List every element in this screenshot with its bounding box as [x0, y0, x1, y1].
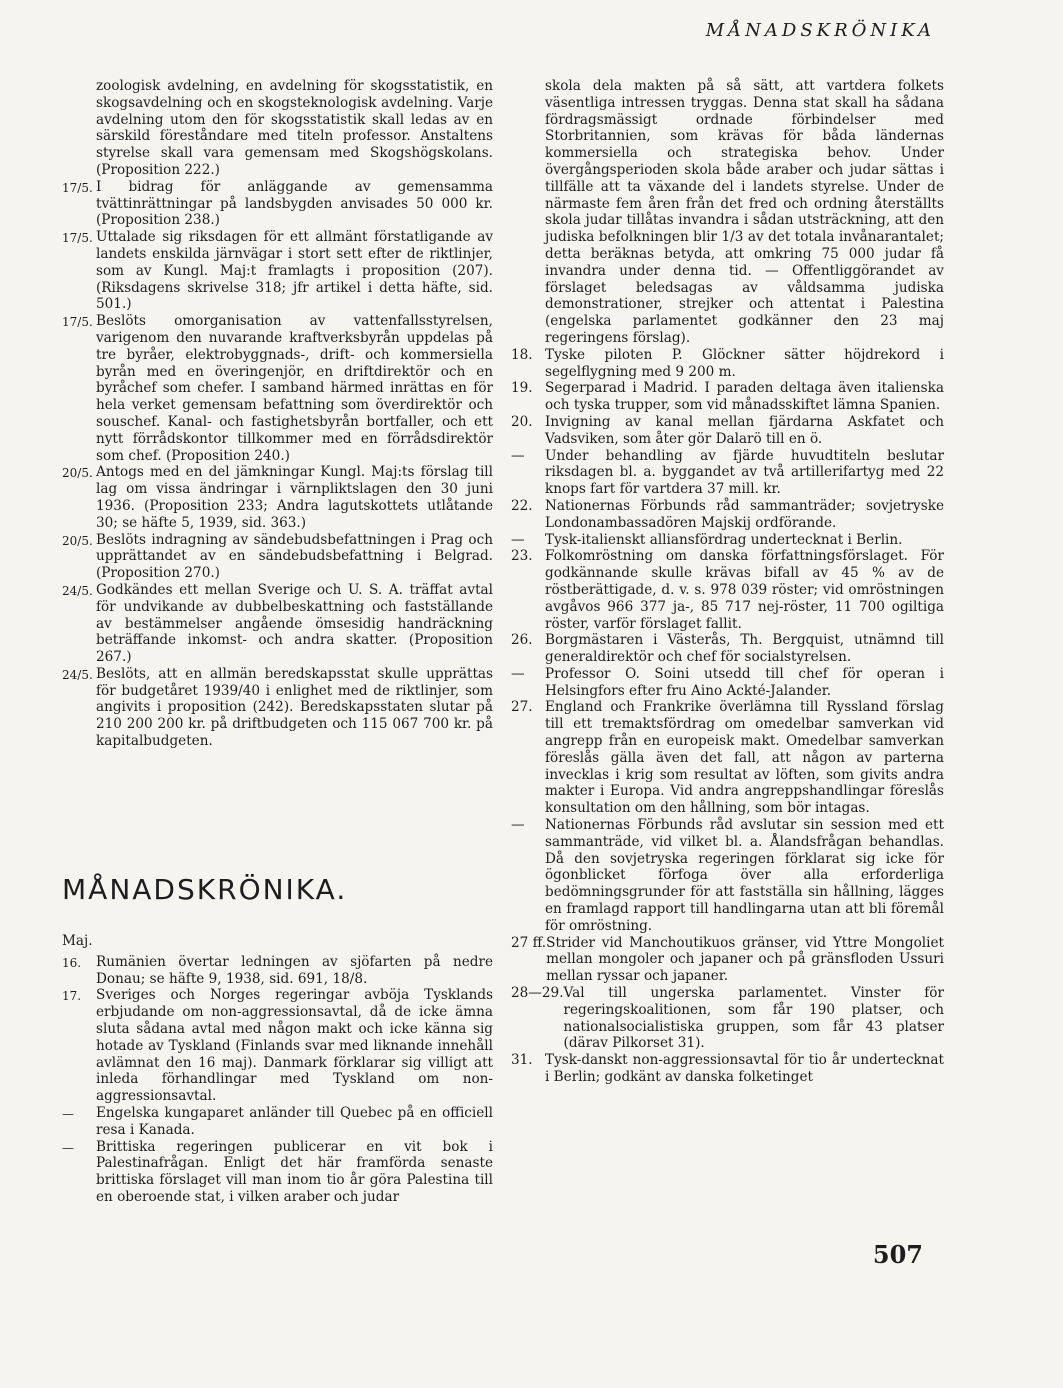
- entry-text: England och Frankrike överlämna till Ryssland förslag till ett tremaktsfördrag om omedelbar samverkan vid angrepp från en europeisk makt. Omedelbar samverkan föreslås gälla även det fall, att någon av parterna invecklas i krig som resultat av löften, som givits andra makter i Europa. Vid andra angreppshandlingar föreslås konsultation om den hållning, som bör intagas.: [545, 699, 944, 817]
- entry-date: 16.: [62, 955, 82, 970]
- chronicle-entry: [511, 347, 944, 381]
- entry-text: Folkomröstning om danska författningsförslaget. För godkännande skulle krävas bifall av 45 % av de röstberättigade, d. v. s. 978 039 röster; vid omröstningen avgåvos 966 377 ja-, 85 717 nej-röster, 11 700 ogiltiga röster, varför förslaget fallit.: [545, 548, 944, 632]
- chronicle-entry: [62, 313, 493, 464]
- right-lead-paragraph: skola dela makten på så sätt, att vartdera folkets väsentliga intressen tryggas. Denna stat skall ha sådana fördragsmässigt ordnade förbindelser med Storbritannien, som krävas för båda ländernas kommersiella och strategiska behov. Under övergångsperioden skola både araber och judar sättas i tillfälle att ta växande del i landets styrelse. Under de närmaste fem åren från det fred och ordning återställts skola judar tillåtas invandra i sådan utsträckning, att den judiska befolkningen blir 1/3 av det totala invånarantalet; detta beräknas betyda, att omkring 75 000 judar få invandra under denna tid. — Offentliggörandet av förslaget beledsagas av våldsamma judiska demonstrationer, strejker och attentat i Palestina (engelska parlamentet godkänner den 23 maj regeringens förslag).: [545, 78, 944, 346]
- entry-text: Rumänien övertar ledningen av sjöfarten på nedre Donau; se häfte 9, 1938, sid. 691, 18/8.: [96, 953, 493, 987]
- entry-date: 17/5.: [62, 180, 93, 195]
- left-column: [62, 78, 493, 750]
- chronicle-entry: [511, 699, 944, 817]
- chronicle-entry: [62, 464, 493, 531]
- chronicle-entry: [511, 1052, 944, 1086]
- running-head: MÅNADSKRÖNIKA: [705, 20, 935, 41]
- entry-date: —: [62, 1106, 74, 1121]
- entry-text: Beslöts omorganisation av vattenfallsstyrelsen, varigenom den nuvarande kraftverksbyrån uppdelas på tre byråer, elektrobyggnads-, drift- och kommersiella byrån med en överingenjör, en driftdirektör och en byråchef som chefer. I samband härmed inrättas en för hela verket gemensam befattning som överdirektör och souschef. Kanal- och fastighetsbyrån bortfaller, och ett nytt förrådskontor tillkommer med en förrådsdirektör som chef. (Proposition 240.): [96, 313, 493, 464]
- entry-text: Uttalade sig riksdagen för ett allmänt förstatligande av landets enskilda järnvägar i stort sett efter de riktlinjer, som av Kungl. Maj:t framlagts i proposition (207). (Riksdagens skrivelse 318; jfr artikel i detta häfte, sid. 501.): [96, 229, 493, 313]
- chronicle-entry: [511, 817, 944, 935]
- chronicle-entry: [511, 498, 944, 532]
- entry-text: Nationernas Förbunds råd avslutar sin session med ett sammanträde, vid vilket bl. a. Ålandsfrågan behandlas. Då den sovjetryska regeringen förklarat sig icke för ögonblicket förfoga över alla erforderliga bedömningsgrunder för att fastställa sin hållning, lägges en framlagd rapport till handlingarna utan att bli föremål för omröstning.: [545, 817, 944, 934]
- entry-text: Tysk-danskt non-aggressionsavtal för tio år undertecknat i Berlin; godkänt av danska folketinget: [545, 1052, 944, 1086]
- chronicle-entry: [511, 548, 944, 632]
- chronicle-entry: [62, 1139, 493, 1206]
- entry-text: Under behandling av fjärde huvudtiteln beslutar riksdagen bl. a. byggandet av två artillerifartyg med 22 knops fart för vartdera 37 mill. kr.: [545, 447, 944, 498]
- entry-date: 18.: [511, 346, 533, 363]
- entry-date: 31.: [511, 1052, 533, 1069]
- entry-date: —: [511, 665, 525, 682]
- entry-date: 20/5.: [62, 466, 93, 481]
- entry-text: Segerparad i Madrid. I paraden deltaga även italienska och tyska trupper, som vid månadsskiftet lämna Spanien.: [545, 380, 944, 414]
- entry-text: Beslöts, att en allmän beredskapsstat skulle upprättas för budgetåret 1939/40 i enlighet med de riktlinjer, som angivits i proposition (242). Beredskapsstaten slutar på 210 200 200 kr. på driftbudgeten och 115 067 700 kr. på kapitalbudgeten.: [96, 665, 493, 750]
- entry-date: 23.: [511, 548, 533, 565]
- entry-text: Engelska kungaparet anländer till Quebec på en officiell resa i Kanada.: [96, 1104, 493, 1138]
- entry-date: 27.: [511, 699, 533, 716]
- entry-text: Nationernas Förbunds råd sammanträder; sovjetryske Londonambassadören Majskij ordförande.: [545, 497, 944, 531]
- entry-text: Strider vid Manchoutikuos gränser, vid Yttre Mongoliet mellan mongoler och japaner och på gränsfloden Ussuri mellan ryssar och japaner.: [546, 934, 944, 985]
- chronicle-entry: [62, 532, 493, 582]
- chronicle-entry: [62, 582, 493, 666]
- entry-text: Beslöts indragning av sändebudsbefattningen i Prag och upprättandet av en sändebudsbefattning i Belgrad. (Proposition 270.): [96, 531, 493, 582]
- chronicle-entry: [511, 935, 944, 985]
- chronicle-entry: [62, 987, 493, 1105]
- entry-text: Tyske piloten P. Glöckner sätter höjdrekord i segelflygning med 9 200 m.: [545, 346, 944, 380]
- entry-date: 24/5.: [62, 583, 93, 598]
- entry-date: —: [511, 447, 525, 464]
- left-lead-paragraph: zoologisk avdelning, en avdelning för skogsstatistik, en skogsavdelning och en skogsteknologisk avdelning. Varje avdelning utom den för skogsstatistik skall ledas av en särskild föreståndare med titeln professor. Anstaltens styrelse skall vara gemensam med Skogshögskolans. (Proposition 222.): [96, 78, 493, 178]
- left-chronicle: [62, 933, 493, 1206]
- entry-date: 17/5.: [62, 231, 93, 246]
- entry-date: 28—29.: [511, 985, 564, 1002]
- entry-text: Val till ungerska parlamentet. Vinster för regeringskoalitionen, som får 190 platser, och nationalsocialistiska gruppen, som får 43 platser (därav Pilkorset 31).: [563, 985, 944, 1052]
- chronicle-entry: [62, 954, 493, 988]
- right-column: [511, 78, 944, 1086]
- entry-date: 20/5.: [62, 533, 93, 548]
- entry-date: —: [511, 531, 525, 548]
- entry-date: —: [62, 1140, 74, 1155]
- entry-text: Professor O. Soini utsedd till chef för operan i Helsingfors efter fru Aino Ackté-Jalander.: [545, 665, 944, 699]
- page-number: 507: [872, 1240, 923, 1269]
- chronicle-entry: [62, 229, 493, 313]
- chronicle-entry: [511, 532, 944, 549]
- entry-text: Brittiska regeringen publicerar en vit bok i Palestinafrågan. Enligt det här framförda senaste brittiska förslaget vill man inom tio år göra Palestina till en oberoende stat, i vilken araber och judar: [96, 1138, 493, 1205]
- month-label: Maj.: [62, 933, 93, 949]
- entry-date: 24/5.: [62, 667, 93, 682]
- entry-text: Borgmästaren i Västerås, Th. Bergquist, utnämnd till generaldirektör och chef för socialstyrelsen.: [545, 632, 944, 666]
- entry-text: Godkändes ett mellan Sverige och U. S. A. träffat avtal för undvikande av dubbelbeskattning och fastställande av bestämmelser angående ömsesidig handräckning beträffande inkomst- och andra skatter. (Proposition 267.): [96, 581, 493, 666]
- chronicle-entry: [62, 179, 493, 229]
- section-title: MÅNADSKRÖNIKA.: [62, 873, 348, 906]
- entry-text: I bidrag för anläggande av gemensamma tvättinrättningar på landsbygden anvisades 50 000 kr. (Proposition 238.): [96, 178, 493, 229]
- entry-text: Tysk-italienskt alliansfördrag undertecknat i Berlin.: [545, 531, 903, 548]
- entry-date: 26.: [511, 632, 533, 649]
- entry-text: Invigning av kanal mellan fjärdarna Askfatet och Vadsviken, som åter gör Dalarö till en ö.: [545, 413, 944, 447]
- entry-date: —: [511, 817, 525, 834]
- chronicle-entry: [511, 632, 944, 666]
- entry-date: 17/5.: [62, 315, 93, 330]
- chronicle-entry: [511, 414, 944, 448]
- chronicle-entry: [511, 380, 944, 414]
- entry-date: 19.: [511, 380, 533, 397]
- entry-date: 17.: [62, 989, 82, 1004]
- entry-date: 22.: [511, 497, 533, 514]
- entry-text: Sveriges och Norges regeringar avböja Tysklands erbjudande om non-aggressionsavtal, då de icke ämna sluta sådana avtal med någon makt och icke känna sig hotade av Tyskland (Finlands svar med liknande innehåll avlämnat den 16 maj). Danmark förklarar sig villigt att inleda förhandlingar med Tyskland om non-aggressionsavtal.: [96, 987, 493, 1105]
- entry-date: 27 ff.: [511, 934, 547, 951]
- chronicle-entry: [62, 1105, 493, 1139]
- chronicle-entry: [511, 666, 944, 700]
- chronicle-entry: [62, 666, 493, 750]
- chronicle-entry: [511, 985, 944, 1052]
- entry-date: 20.: [511, 413, 533, 430]
- chronicle-entry: [511, 448, 944, 498]
- entry-text: Antogs med en del jämkningar Kungl. Maj:ts förslag till lag om vissa ändringar i värnpliktslagen den 30 juni 1936. (Proposition 233; Andra lagutskottets utlåtande 30; se häfte 5, 1939, sid. 363.): [96, 464, 493, 531]
